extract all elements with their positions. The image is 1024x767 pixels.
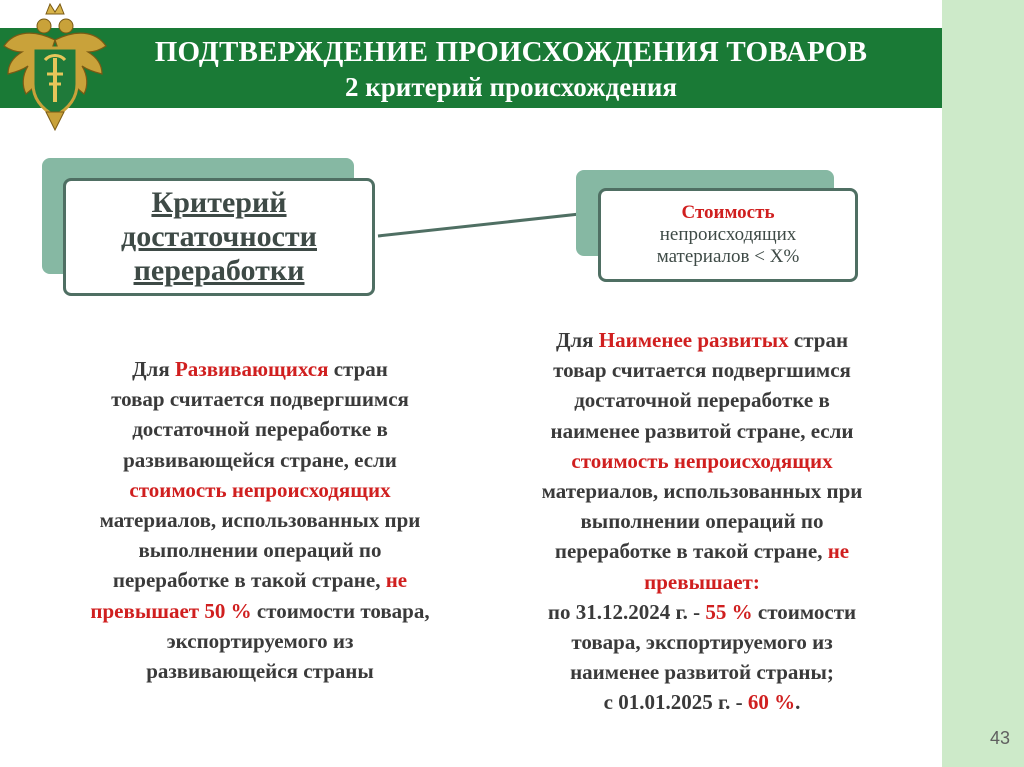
dev-text: экспортируемого из — [166, 628, 354, 653]
ldc-percent: 60 % — [747, 690, 796, 715]
ldc-text: Для — [555, 328, 599, 352]
dev-highlight: превышает — [90, 598, 200, 623]
criterion-line-3: переработки — [133, 254, 305, 287]
page-subtitle: 2 критерий происхождения — [344, 72, 677, 102]
dev-text: Для — [132, 357, 175, 381]
ldc-text: . — [795, 690, 801, 715]
header-banner — [0, 28, 942, 108]
value-line-1: Стоимость — [681, 202, 775, 223]
ldc-date: по 31.12.2024 г. - — [547, 599, 706, 624]
customs-emblem-icon — [0, 0, 110, 132]
ldc-text: переработке в такой стране, — [554, 539, 828, 564]
dev-text: материалов, использованных при — [99, 508, 421, 533]
ldc-highlight: Наименее развитых — [598, 328, 789, 352]
dev-highlight: стоимость непроисходящих — [129, 477, 391, 502]
ldc-text: стран — [788, 328, 849, 352]
dev-text: стран — [328, 357, 388, 381]
dev-text: развивающейся стране, если — [123, 447, 397, 472]
ldc-text: выполнении операций по — [580, 509, 824, 534]
ldc-text: материалов, использованных при — [541, 479, 863, 504]
dev-percent: 50 % — [199, 598, 252, 623]
dev-highlight: Развивающихся — [174, 357, 329, 381]
value-box — [598, 188, 858, 282]
ldc-text: наименее развитой страны; — [570, 660, 834, 685]
ldc-highlight: превышает: — [644, 569, 760, 594]
dev-text: достаточной переработке в — [132, 417, 388, 442]
least-developed-countries-text — [482, 325, 922, 718]
dev-text: стоимости товара, — [251, 598, 430, 623]
dev-text: переработке в такой стране, — [112, 568, 386, 593]
value-line-2: непроисходящих — [659, 224, 797, 245]
ldc-text: товара, экспортируемого из — [571, 630, 833, 655]
right-decor-strip — [942, 0, 1024, 767]
dev-text: выполнении операций по — [138, 538, 382, 563]
ldc-text: достаточной переработке в — [574, 388, 830, 413]
ldc-text: стоимости — [752, 599, 857, 624]
criterion-line-1: Критерий — [151, 186, 287, 219]
dev-text: развивающейся страны — [146, 659, 374, 684]
ldc-highlight: не — [827, 539, 850, 564]
page-title: ПОДТВЕРЖДЕНИЕ ПРОИСХОЖДЕНИЯ ТОВАРОВ — [154, 36, 868, 68]
page-number: 43 — [990, 728, 1011, 748]
criterion-box — [63, 178, 375, 296]
value-line-3: материалов < Х% — [656, 246, 800, 267]
criterion-line-2: достаточности — [121, 220, 317, 253]
ldc-text: товар считается подвергшимся — [553, 358, 851, 383]
ldc-text: наименее развитой стране, если — [550, 418, 854, 443]
ldc-date: с 01.01.2025 г. - — [603, 690, 748, 715]
developing-countries-text — [40, 354, 480, 686]
dev-highlight: не — [385, 568, 408, 593]
ldc-percent: 55 % — [705, 599, 753, 624]
dev-text: товар считается подвергшимся — [111, 387, 409, 412]
ldc-highlight: стоимость непроисходящих — [571, 448, 833, 473]
